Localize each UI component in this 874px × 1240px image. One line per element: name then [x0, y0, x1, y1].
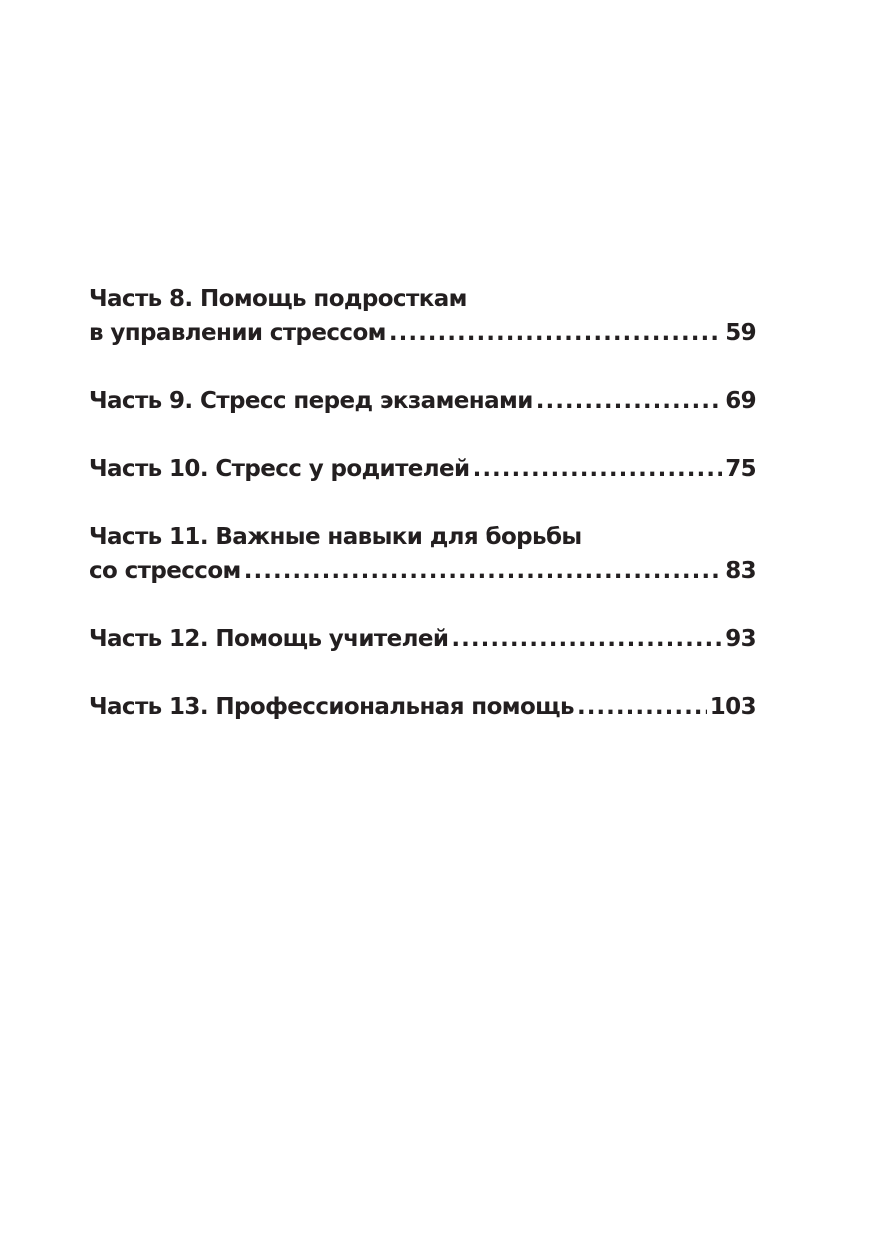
toc-entry-last-line [89, 622, 756, 656]
toc-entry-title: Часть 11. Важные навыки для борьбы [89, 524, 582, 550]
toc-entry-last-line [89, 452, 756, 486]
toc-entry-part-12[interactable] [89, 622, 756, 656]
toc-entry-title: Часть 10. Стресс у родителей [89, 456, 470, 482]
toc-entry-part-13[interactable] [89, 690, 756, 724]
toc-entry-part-8[interactable] [89, 282, 756, 350]
toc-entry-title: Часть 13. Профессиональная помощь [89, 694, 574, 720]
dot-leader [244, 554, 722, 588]
toc-entry-title: Часть 9. Стресс перед экзаменами [89, 388, 533, 414]
toc-page-number: 103 [709, 694, 756, 720]
toc-page-number: 93 [725, 626, 756, 652]
toc-entry-last-line [89, 690, 756, 724]
toc-entry-title: Часть 8. Помощь подросткам [89, 286, 467, 312]
dot-leader [577, 690, 707, 724]
toc-entry-part-11[interactable] [89, 520, 756, 588]
toc-entry-first-line [89, 282, 756, 316]
dot-leader [389, 316, 722, 350]
toc-page-number: 59 [725, 320, 756, 346]
toc-page-number: 75 [725, 456, 756, 482]
toc-page-number: 69 [725, 388, 756, 414]
toc-entry-title: со стрессом [89, 558, 241, 584]
table-of-contents [89, 282, 756, 758]
dot-leader [473, 452, 723, 486]
toc-entry-part-10[interactable] [89, 452, 756, 486]
toc-entry-last-line [89, 316, 756, 350]
toc-entry-first-line [89, 520, 756, 554]
toc-entry-title: Часть 12. Помощь учителей [89, 626, 449, 652]
toc-entry-part-9[interactable] [89, 384, 756, 418]
toc-entry-title: в управлении стрессом [89, 320, 386, 346]
toc-entry-last-line [89, 384, 756, 418]
dot-leader [536, 384, 722, 418]
toc-page-number: 83 [725, 558, 756, 584]
toc-entry-last-line [89, 554, 756, 588]
dot-leader [451, 622, 722, 656]
